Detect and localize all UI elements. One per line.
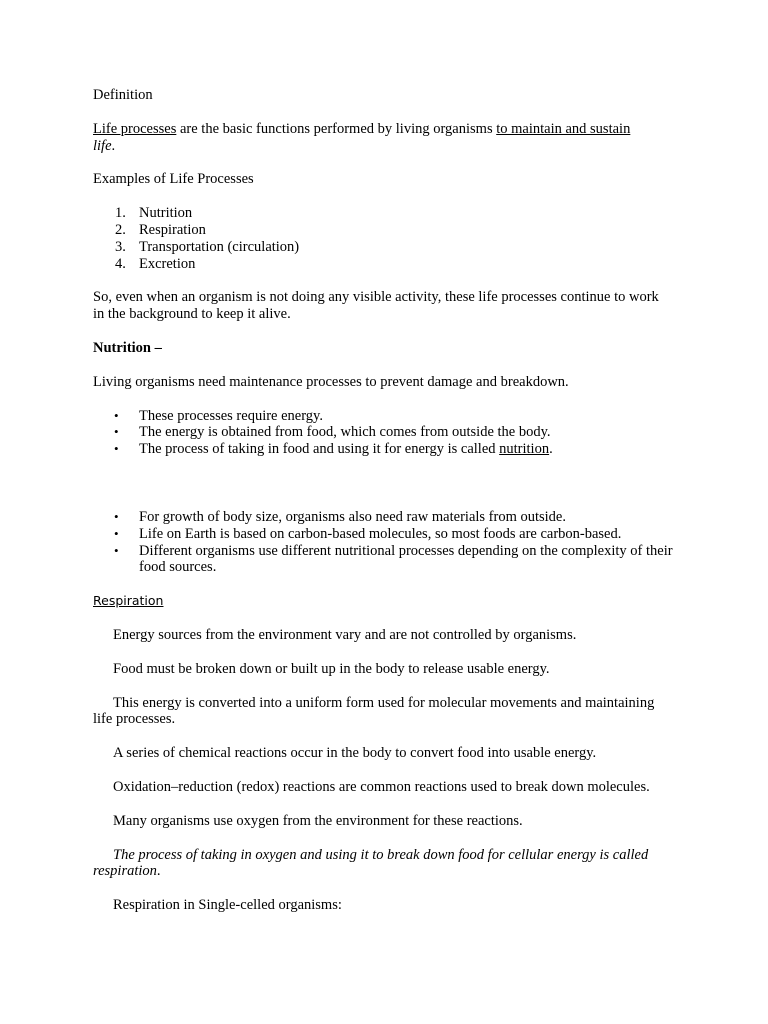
list-item-text: Excretion xyxy=(139,255,196,272)
list-item-text: The process of taking in food and using it for energy is called xyxy=(139,441,500,458)
list-item xyxy=(93,239,673,256)
list-item xyxy=(93,509,673,526)
respiration-paragraph: A series of chemical reactions occur in the body to convert food into usable energy. xyxy=(113,745,597,762)
list-item xyxy=(93,526,673,543)
list-item xyxy=(93,222,673,239)
respiration-paragraph: Many organisms use oxygen from the environment for these reactions. xyxy=(113,812,523,829)
bullet-icon: • xyxy=(114,441,119,457)
definition-paragraph xyxy=(93,121,673,155)
definition-heading: Definition xyxy=(93,87,153,103)
list-item-text: Life on Earth is based on carbon-based molecules, so most foods are carbon-based. xyxy=(139,525,622,542)
bullet-icon: • xyxy=(114,525,119,541)
list-item xyxy=(93,408,673,425)
document-body xyxy=(93,87,673,914)
respiration-paragraph: This energy is converted into a uniform form used for molecular movements and maintaining life processes. xyxy=(93,694,655,728)
definition-period: . xyxy=(111,137,116,154)
respiration-subheading: Respiration in Single-celled organisms: xyxy=(113,897,342,914)
definition-life: life xyxy=(93,137,112,154)
list-number: 1. xyxy=(115,205,126,222)
list-item-text: Respiration xyxy=(139,221,206,238)
definition-text: are the basic functions performed by living organisms xyxy=(176,120,497,137)
respiration-definition xyxy=(93,847,673,881)
bullet-icon: • xyxy=(114,407,119,423)
respiration-paragraph: Oxidation–reduction (redox) reactions are common reactions used to break down molecules. xyxy=(113,778,650,795)
list-item-text: Different organisms use different nutritional processes depending on the complexity of their food sources. xyxy=(139,542,673,576)
list-item xyxy=(93,205,673,222)
nutrition-bullet-list-1 xyxy=(93,408,673,458)
examples-heading: Examples of Life Processes xyxy=(93,171,254,188)
list-item xyxy=(93,441,673,458)
respiration-paragraph: Food must be broken down or built up in the body to release usable energy. xyxy=(113,660,550,677)
term-nutrition: nutrition xyxy=(499,441,550,458)
list-item xyxy=(93,424,673,441)
definition-underlined-text: to maintain and sustain xyxy=(496,120,631,137)
bullet-icon: • xyxy=(114,424,119,440)
term-life-processes: Life processes xyxy=(93,120,177,137)
bullet-icon: • xyxy=(114,508,119,524)
summary-paragraph: So, even when an organism is not doing any visible activity, these life processes continue to work in the background to keep it alive. xyxy=(93,289,659,323)
list-item-text: The energy is obtained from food, which comes from outside the body. xyxy=(139,424,551,441)
respiration-definition-period: . xyxy=(156,863,161,880)
bullet-icon: • xyxy=(114,542,119,558)
list-number: 4. xyxy=(115,255,126,272)
list-item-text: These processes require energy. xyxy=(139,407,323,424)
list-number: 3. xyxy=(115,238,126,255)
list-item-text: Transportation (circulation) xyxy=(139,238,300,255)
respiration-paragraph: Energy sources from the environment vary and are not controlled by organisms. xyxy=(113,626,577,643)
respiration-definition-text: The process of taking in oxygen and using it to break down food for cellular energy is called respiration xyxy=(93,846,649,880)
nutrition-intro: Living organisms need maintenance processes to prevent damage and breakdown. xyxy=(93,373,569,390)
list-number: 2. xyxy=(115,221,126,238)
list-item-text: For growth of body size, organisms also need raw materials from outside. xyxy=(139,508,566,525)
list-item-text: Nutrition xyxy=(139,205,193,222)
list-item xyxy=(93,256,673,273)
respiration-heading: Respiration xyxy=(93,593,164,609)
nutrition-heading: Nutrition – xyxy=(93,339,162,356)
list-item-period: . xyxy=(549,441,553,458)
nutrition-bullet-list-2 xyxy=(93,509,673,576)
list-item xyxy=(93,543,673,577)
examples-list xyxy=(93,205,673,272)
